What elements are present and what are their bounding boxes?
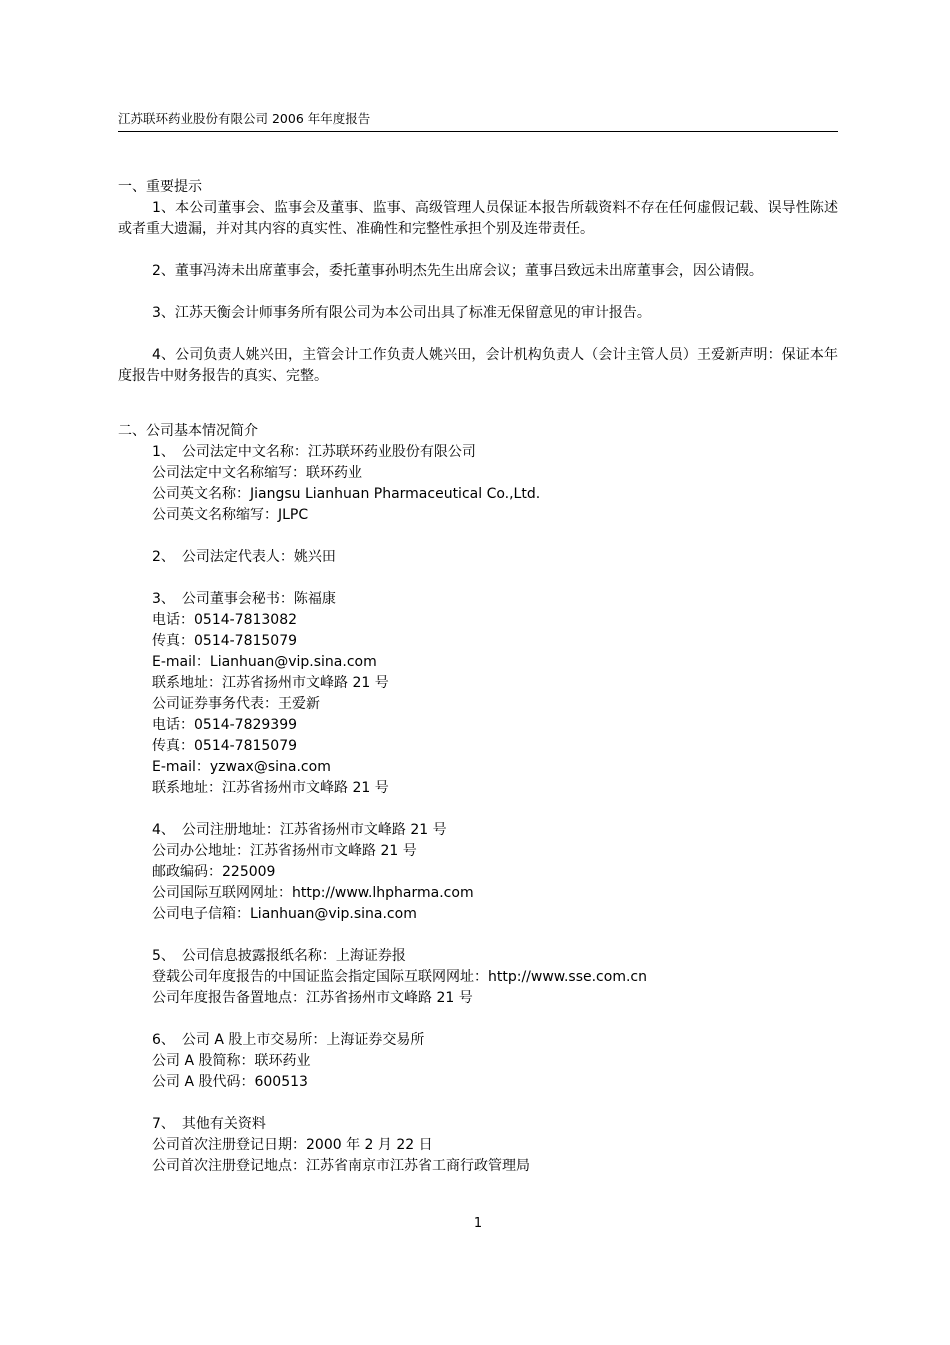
profile-group-1	[118, 442, 838, 526]
board-secretary: 3、 公司董事会秘书：陈福康	[152, 591, 336, 607]
profile-group-3	[118, 589, 838, 799]
other-info-title: 7、 其他有关资料	[152, 1116, 266, 1132]
company-english-short-name: 公司英文名称缩写：JLPC	[152, 507, 309, 523]
profile-group-2	[118, 547, 838, 568]
company-email: 公司电子信箱：Lianhuan@vip.sina.com	[152, 906, 417, 922]
representative-phone: 电话：0514-7829399	[152, 717, 298, 733]
representative-address: 联系地址：江苏省扬州市文峰路 21 号	[152, 780, 389, 796]
company-website: 公司国际互联网网址：http://www.lhpharma.com	[152, 885, 474, 901]
notice-paragraph-4: 4、公司负责人姚兴田，主管会计工作负责人姚兴田，会计机构负责人（会计主管人员）王爱新声明：保证本年度报告中财务报告的真实、完整。	[118, 347, 838, 384]
securities-representative: 公司证券事务代表：王爱新	[152, 696, 320, 712]
notice-paragraph-3: 3、江苏天衡会计师事务所有限公司为本公司出具了标准无保留意见的审计报告。	[152, 305, 651, 321]
stock-code: 公司 A 股代码：600513	[152, 1074, 308, 1090]
office-address: 公司办公地址：江苏省扬州市文峰路 21 号	[152, 843, 417, 859]
company-english-name: 公司英文名称：Jiangsu Lianhuan Pharmaceutical Co.,Ltd.	[152, 486, 541, 502]
secretary-phone: 电话：0514-7813082	[152, 612, 298, 628]
registered-address: 4、 公司注册地址：江苏省扬州市文峰路 21 号	[152, 822, 447, 838]
header-divider	[118, 131, 838, 132]
report-location: 公司年度报告备置地点：江苏省扬州市文峰路 21 号	[152, 990, 473, 1006]
company-chinese-name: 1、 公司法定中文名称：江苏联环药业股份有限公司	[152, 444, 476, 460]
document-body	[118, 177, 838, 1177]
page-number: 1	[473, 1216, 483, 1231]
company-chinese-short-name: 公司法定中文名称缩写：联环药业	[152, 465, 362, 481]
stock-exchange: 6、 公司 A 股上市交易所：上海证券交易所	[152, 1032, 425, 1048]
legal-representative: 2、 公司法定代表人：姚兴田	[152, 549, 336, 565]
notice-paragraph-1: 1、本公司董事会、监事会及董事、监事、高级管理人员保证本报告所载资料不存在任何虚假记载、误导性陈述或者重大遗漏，并对其内容的真实性、准确性和完整性承担个别及连带责任。	[118, 200, 838, 237]
running-header: 江苏联环药业股份有限公司 2006 年年度报告	[118, 111, 371, 126]
disclosure-website: 登载公司年度报告的中国证监会指定国际互联网网址：http://www.sse.com.cn	[152, 969, 647, 985]
secretary-address: 联系地址：江苏省扬州市文峰路 21 号	[152, 675, 389, 691]
representative-fax: 传真：0514-7815079	[152, 738, 298, 754]
first-registration-date: 公司首次注册登记日期：2000 年 2 月 22 日	[152, 1137, 433, 1153]
profile-group-7	[118, 1114, 838, 1177]
postal-code: 邮政编码：225009	[152, 864, 276, 880]
disclosure-newspaper: 5、 公司信息披露报纸名称：上海证券报	[152, 948, 406, 964]
profile-group-6	[118, 1030, 838, 1093]
section-title-important-notice: 一、重要提示	[118, 179, 202, 195]
secretary-email: E-mail：Lianhuan@vip.sina.com	[152, 654, 377, 670]
section-title-company-profile: 二、公司基本情况简介	[118, 423, 258, 439]
stock-short-name: 公司 A 股简称：联环药业	[152, 1053, 311, 1069]
first-registration-place: 公司首次注册登记地点：江苏省南京市江苏省工商行政管理局	[152, 1158, 530, 1174]
notice-paragraph-2: 2、董事冯涛未出席董事会，委托董事孙明杰先生出席会议；董事吕致远未出席董事会，因公请假。	[152, 263, 763, 279]
profile-group-4	[118, 820, 838, 925]
profile-group-5	[118, 946, 838, 1009]
secretary-fax: 传真：0514-7815079	[152, 633, 298, 649]
representative-email: E-mail：yzwax@sina.com	[152, 759, 331, 775]
